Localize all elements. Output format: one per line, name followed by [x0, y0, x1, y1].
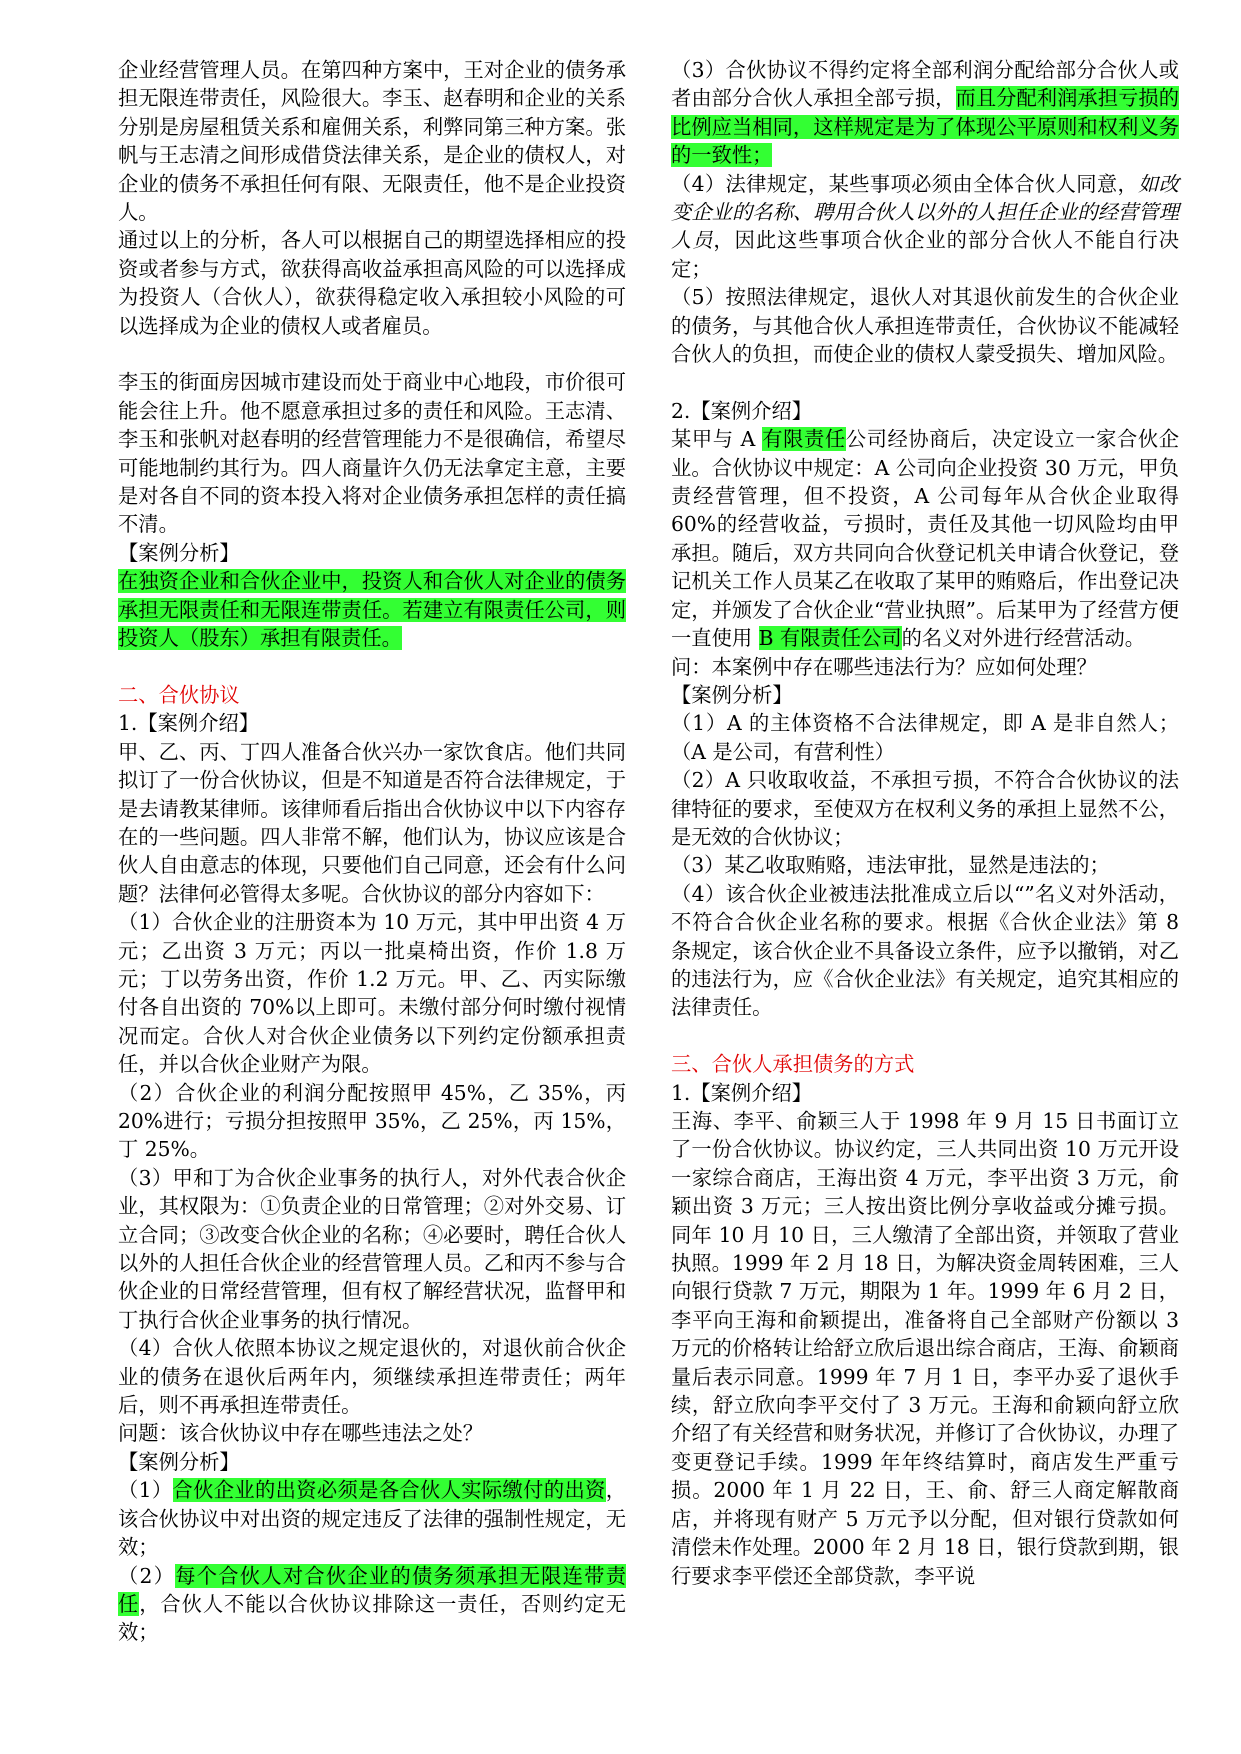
text-segment: （2）合伙企业的利润分配按照甲 45%，乙 35%，丙 20%进行；亏损分担按照甲 35%，乙 25%，丙 15%，丁 25%。 [118, 1080, 626, 1162]
text-segment: 二、合伙协议 [118, 682, 240, 707]
paragraph [118, 908, 626, 1078]
highlighted-text: 而且分配利润承担亏损的比例应当相同，这样规定是为了体现公平原则和权利义务的一致性； [671, 86, 1179, 168]
text-segment: 的名义对外进行经营活动。 [901, 626, 1146, 651]
text-segment: （3）某乙收取贿赂，违法审批，显然是违法的； [671, 853, 1110, 878]
text-segment: （2） [118, 1563, 176, 1588]
paragraph [118, 1448, 626, 1476]
paragraph [118, 1164, 626, 1334]
highlighted-text: 每个合伙人对合伙企业的债务须承担无限连带责任 [118, 1563, 626, 1616]
paragraph-spacer [118, 653, 626, 681]
text-segment: （4）该合伙企业被违法批准成立后以“”名义对外活动，不符合合伙企业名称的要求。根据《合伙企业法》第 8 条规定，该合伙企业不具备设立条件，应予以撤销，对乙的违法行为，应《合伙企业法》有关规定，追究其相应的法律责任。 [671, 881, 1179, 1020]
text-segment: ，该合伙协议中对出资的规定违反了法律的强制性规定，无效； [118, 1478, 626, 1560]
paragraph [118, 1419, 626, 1447]
text-segment: （5）按照法律规定，退伙人对其退伙前发生的合伙企业的债务，与其他合伙人承担连带责任，合伙协议不能减轻合伙人的负担，而使企业的债权人蒙受损失、增加风险。 [671, 285, 1179, 367]
paragraph [671, 681, 1179, 709]
paragraph [671, 170, 1179, 284]
text-segment: 【案例分析】 [118, 1449, 240, 1474]
text-segment: 企业经营管理人员。在第四种方案中，王对企业的债务承担无限连带责任，风险很大。李玉、赵春明和企业的关系分别是房屋租赁关系和雇佣关系，利弊同第三种方案。张帆与王志清之间形成借贷法律关系，是企业的债权人，对企业的债务不承担任何有限、无限责任，他不是企业投资人。 [118, 58, 626, 225]
text-segment: 李玉的街面房因城市建设而处于商业中心地段，市价很可能会往上升。他不愿意承担过多的责任和风险。王志清、李玉和张帆对赵春明的经营管理能力不是很确信，希望尽可能地制约其行为。四人商量许久仍无法拿定主意，主要是对各自不同的资本投入将对企业债务承担怎样的责任搞不清。 [118, 370, 626, 537]
paragraph-spacer [118, 340, 626, 368]
paragraph [671, 766, 1179, 851]
paragraph [671, 880, 1179, 1022]
paragraph [118, 56, 626, 226]
text-segment: （4）法律规定，某些事项必须由全体合伙人同意， [671, 171, 1139, 196]
text-segment: 三、合伙人承担债务的方式 [671, 1052, 915, 1077]
paragraph [671, 1107, 1179, 1590]
highlighted-text: 有限责任 [762, 427, 846, 452]
text-segment: 【案例分析】 [671, 682, 793, 707]
paragraph [118, 1334, 626, 1419]
emphasized-text: 如改变企业的名称、聘用合伙人以外的人担任企业的经营管理人员 [671, 171, 1179, 253]
text-segment: 公司经协商后，决定设立一家合伙企业。合伙协议中规定：A 公司向企业投资 30 万元，甲负责经营管理，但不投资，A 公司每年从合伙企业取得 60%的经营收益，亏损时，责任及其他一切风险均由甲承担。随后，双方共同向合伙登记机关申请合伙登记，登记机关工作人员某乙在收取了某甲的贿赂后，作出登记决定，并颁发了合伙企业“营业执照”。后某甲为了经营方便一直使用 [671, 427, 1179, 651]
section-heading [118, 681, 626, 709]
text-segment: （4）合伙人依照本协议之规定退伙的，对退伙前合伙企业的债务在退伙后两年内，须继续承担连带责任；两年后，则不再承担连带责任。 [118, 1336, 626, 1418]
paragraph [118, 1476, 626, 1561]
paragraph [671, 56, 1179, 170]
paragraph-spacer [671, 368, 1179, 396]
section-heading [671, 1050, 1179, 1078]
paragraph [118, 567, 626, 652]
paragraph [118, 709, 626, 737]
highlighted-text: B 有限责任公司 [758, 626, 902, 651]
paragraph [671, 851, 1179, 879]
paragraph [671, 283, 1179, 368]
highlighted-text: 合伙企业的出资必须是各合伙人实际缴付的出资 [172, 1478, 606, 1503]
text-segment: 问：本案例中存在哪些违法行为？应如何处理？ [671, 654, 1097, 679]
paragraph [671, 653, 1179, 681]
text-segment: （2）A 只收取收益，不承担亏损，不符合合伙协议的法律特征的要求，至使双方在权利义务的承担上显然不公，是无效的合伙协议； [671, 768, 1179, 849]
text-segment: 王海、李平、俞颖三人于 1998 年 9 月 15 日书面订立了一份合伙协议。协议约定，三人共同出资 10 万元开设一家综合商店，王海出资 4 万元，李平出资 3 万元，俞颖出资 3 万元；三人按出资比例分享收益或分摊亏损。同年 10 月 10 日，三人缴清了全部出资，并领取了营业执照。1999 年 2 月 18 日，为解决资金周转困难，三人向银行贷款 7 万元，期限为 1 年。1999 年 6 月 2 日，李平向王海和俞颖提出，准备将自己全部财产份额以 3 万元的价格转让给舒立欣后退出综合商店，王海、俞颖商量后表示同意。1999 年 7 月 1 日，李平办妥了退伙手续，舒立欣向李平交付了 3 万元。王海和俞颖向舒立欣介绍了有关经营和财务状况，并修订了合伙协议，办理了变更登记手续。1999 年年终结算时，商店发生严重亏损。2000 年 1 月 22 日，王、俞、舒三人商定解散商店，并将现有财产 5 万元予以分配，但对银行贷款如何清偿未作处理。2000 年 2 月 18 日，银行贷款到期，银行要求李平偿还全部贷款，李平说 [671, 1109, 1179, 1588]
text-segment: 【案例分析】 [118, 540, 240, 565]
text-segment: （3）合伙协议不得约定将全部利润分配给部分合伙人或者由部分合伙人承担全部亏损， [671, 58, 1179, 111]
text-segment: 问题：该合伙协议中存在哪些违法之处？ [118, 1421, 484, 1446]
text-segment: 1.【案例介绍】 [118, 711, 260, 736]
paragraph [671, 425, 1179, 652]
text-segment: 通过以上的分析，各人可以根据自己的期望选择相应的投资或者参与方式，欲获得高收益承担高风险的可以选择成为投资人（合伙人），欲获得稳定收入承担较小风险的可以选择成为企业的债权人或者雇员。 [118, 228, 626, 338]
paragraph [671, 709, 1179, 766]
text-segment: （1） [118, 1478, 173, 1503]
paragraph [118, 226, 626, 340]
text-segment: 某甲与 A [671, 427, 763, 452]
text-segment: （1）A 的主体资格不合法律规定，即 A 是非自然人；（A 是公司，有营利性） [671, 711, 1179, 764]
paragraph [118, 738, 626, 908]
paragraph [118, 368, 626, 538]
text-segment: 1.【案例介绍】 [671, 1080, 813, 1105]
text-segment: 甲、乙、丙、丁四人准备合伙兴办一家饮食店。他们共同拟订了一份合伙协议，但是不知道是否符合法律规定，于是去请教某律师。该律师看后指出合伙协议中以下内容存在的一些问题。四人非常不解，他们认为，协议应该是合伙人自由意志的体现，只要他们自己同意，还会有什么问题？法律何必管得太多呢。合伙协议的部分内容如下： [118, 739, 626, 906]
paragraph [671, 1079, 1179, 1107]
right-column [671, 56, 1179, 1590]
text-segment: （3）甲和丁为合伙企业事务的执行人，对外代表合伙企业，其权限为：①负责企业的日常管理；②对外交易、订立合同；③改变合伙企业的名称；④必要时，聘任合伙人以外的人担任合伙企业的经营管理人员。乙和丙不参与合伙企业的日常经营管理，但有权了解经营状况，监督甲和丁执行合伙企业事务的执行情况。 [118, 1165, 626, 1332]
paragraph-spacer [671, 1022, 1179, 1050]
highlighted-text: 在独资企业和合伙企业中，投资人和合伙人对企业的债务承担无限责任和无限连带责任。若建立有限责任公司，则投资人（股东）承担有限责任。 [118, 569, 626, 651]
text-segment: ，因此这些事项合伙企业的部分合伙人不能自行决定； [671, 228, 1179, 281]
paragraph [671, 397, 1179, 425]
paragraph [118, 1562, 626, 1647]
left-column [118, 56, 626, 1647]
text-segment: 2.【案例介绍】 [671, 398, 813, 423]
text-segment: ，合伙人不能以合伙协议排除这一责任，否则约定无效； [118, 1591, 626, 1645]
text-segment: （1）合伙企业的注册资本为 10 万元，其中甲出资 4 万元；乙出资 3 万元；丙以一批桌椅出资，作价 1.8 万元；丁以劳务出资，作价 1.2 万元。甲、乙、丙实际缴付各自出资的 70%以上即可。未缴付部分何时缴付视情况而定。合伙人对合伙企业债务以下列约定份额承担责任，并以合伙企业财产为限。 [118, 910, 626, 1077]
paragraph [118, 1079, 626, 1164]
paragraph [118, 539, 626, 567]
